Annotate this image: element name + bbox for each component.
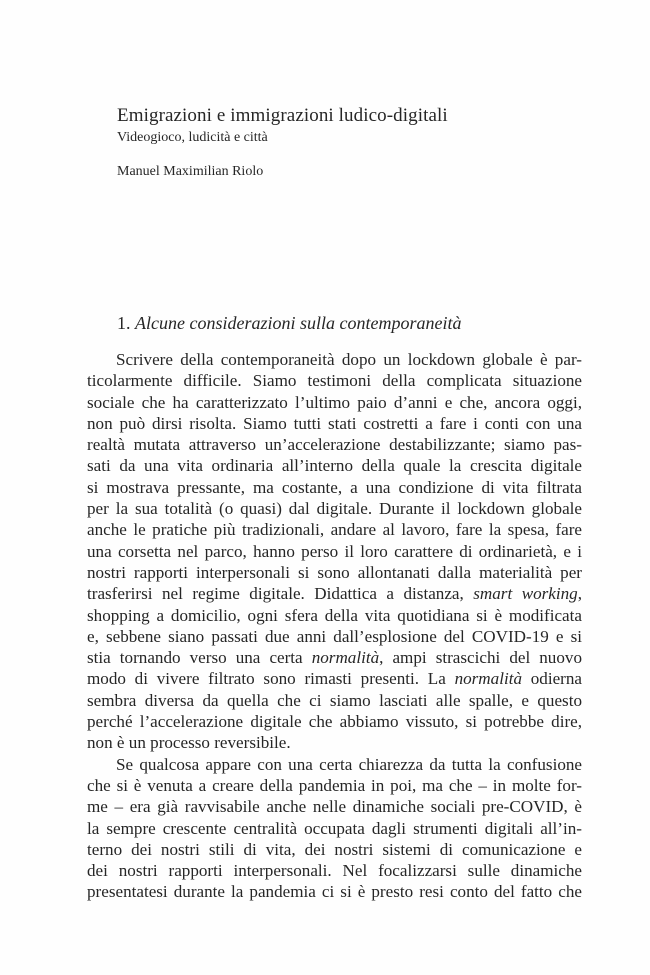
text-line: terno dei nostri stili di vita, dei nostri sistemi di comunicazione e xyxy=(87,839,582,859)
chapter-subtitle: Videogioco, ludicità e città xyxy=(117,130,268,145)
italic-term: smart working xyxy=(473,584,578,604)
text-line: Se qualcosa appare con una certa chiarezza da tutta la confusione xyxy=(116,754,582,774)
text-line: la sempre crescente centralità occupata dagli strumenti digitali all’in- xyxy=(87,818,582,838)
body-text xyxy=(87,349,582,903)
text-line: per la sua totalità (o quasi) dal digitale. Durante il lockdown globale xyxy=(87,499,582,519)
text-line: non può dirsi risolta. Siamo tutti stati costretti a fare i conti con una xyxy=(87,413,582,433)
text-line: dei nostri rapporti interpersonali. Nel focalizzarsi sulle dinamiche xyxy=(87,861,582,881)
text-line: shopping a domicilio, ogni sfera della vita quotidiana si è modificata xyxy=(87,605,582,625)
text-line: una corsetta nel parco, hanno perso il loro carattere di ordinarietà, e i xyxy=(87,541,582,561)
text-line: stia tornando verso una certa normalità, ampi strascichi del nuovo xyxy=(87,648,582,668)
italic-term: normalità xyxy=(311,648,380,668)
section-heading xyxy=(117,311,461,335)
text-line: sociale che ha caratterizzato l’ultimo paio d’anni e che, ancora oggi, xyxy=(87,392,582,412)
text-line: me – era già ravvisabile anche nelle dinamiche sociali pre-COVID, è xyxy=(87,797,582,817)
text-line: perché l’accelerazione digitale che abbiamo vissuto, si potrebbe dire, xyxy=(87,712,582,732)
text-line: non è un processo reversibile. xyxy=(87,733,291,753)
text-line: sembra diversa da quella che ci siamo lasciati alle spalle, e questo xyxy=(87,690,582,710)
text-line: realtà mutata attraverso un’accelerazione destabilizzante; siamo pas- xyxy=(87,435,582,455)
chapter-author: Manuel Maximilian Riolo xyxy=(117,164,264,179)
section-title: Alcune considerazioni sulla contemporaneità xyxy=(135,313,462,333)
text-line: nostri rapporti interpersonali si sono allontanati dalla materialità per xyxy=(87,562,582,582)
italic-term: normalità xyxy=(454,669,522,689)
text-line: sati da una vita ordinaria all’interno della quale la crescita digitale xyxy=(87,456,582,476)
section-number: 1. xyxy=(117,313,131,333)
chapter-header xyxy=(117,104,448,182)
text-line: ticolarmente difficile. Siamo testimoni della complicata situazione xyxy=(87,371,582,391)
chapter-title: Emigrazioni e immigrazioni ludico-digitali xyxy=(117,105,448,126)
text-line: si mostrava pressante, ma costante, a una condizione di vita filtrata xyxy=(87,477,582,497)
text-line: Scrivere della contemporaneità dopo un lockdown globale è par- xyxy=(116,350,582,369)
text-line: e, sebbene siano passati due anni dall’esplosione del COVID-19 e si xyxy=(87,626,582,646)
text-line: che si è venuta a creare della pandemia in poi, ma che – in molte for- xyxy=(87,775,582,795)
text-line: trasferirsi nel regime digitale. Didattica a distanza, smart working, xyxy=(87,584,583,604)
text-line: presentatesi durante la pandemia ci si è presto resi conto del fatto che xyxy=(87,882,582,902)
text-line: anche le pratiche più tradizionali, andare al lavoro, fare la spesa, fare xyxy=(87,520,582,540)
text-line: modo di vivere filtrato sono rimasti presenti. La normalità odierna xyxy=(87,669,582,689)
